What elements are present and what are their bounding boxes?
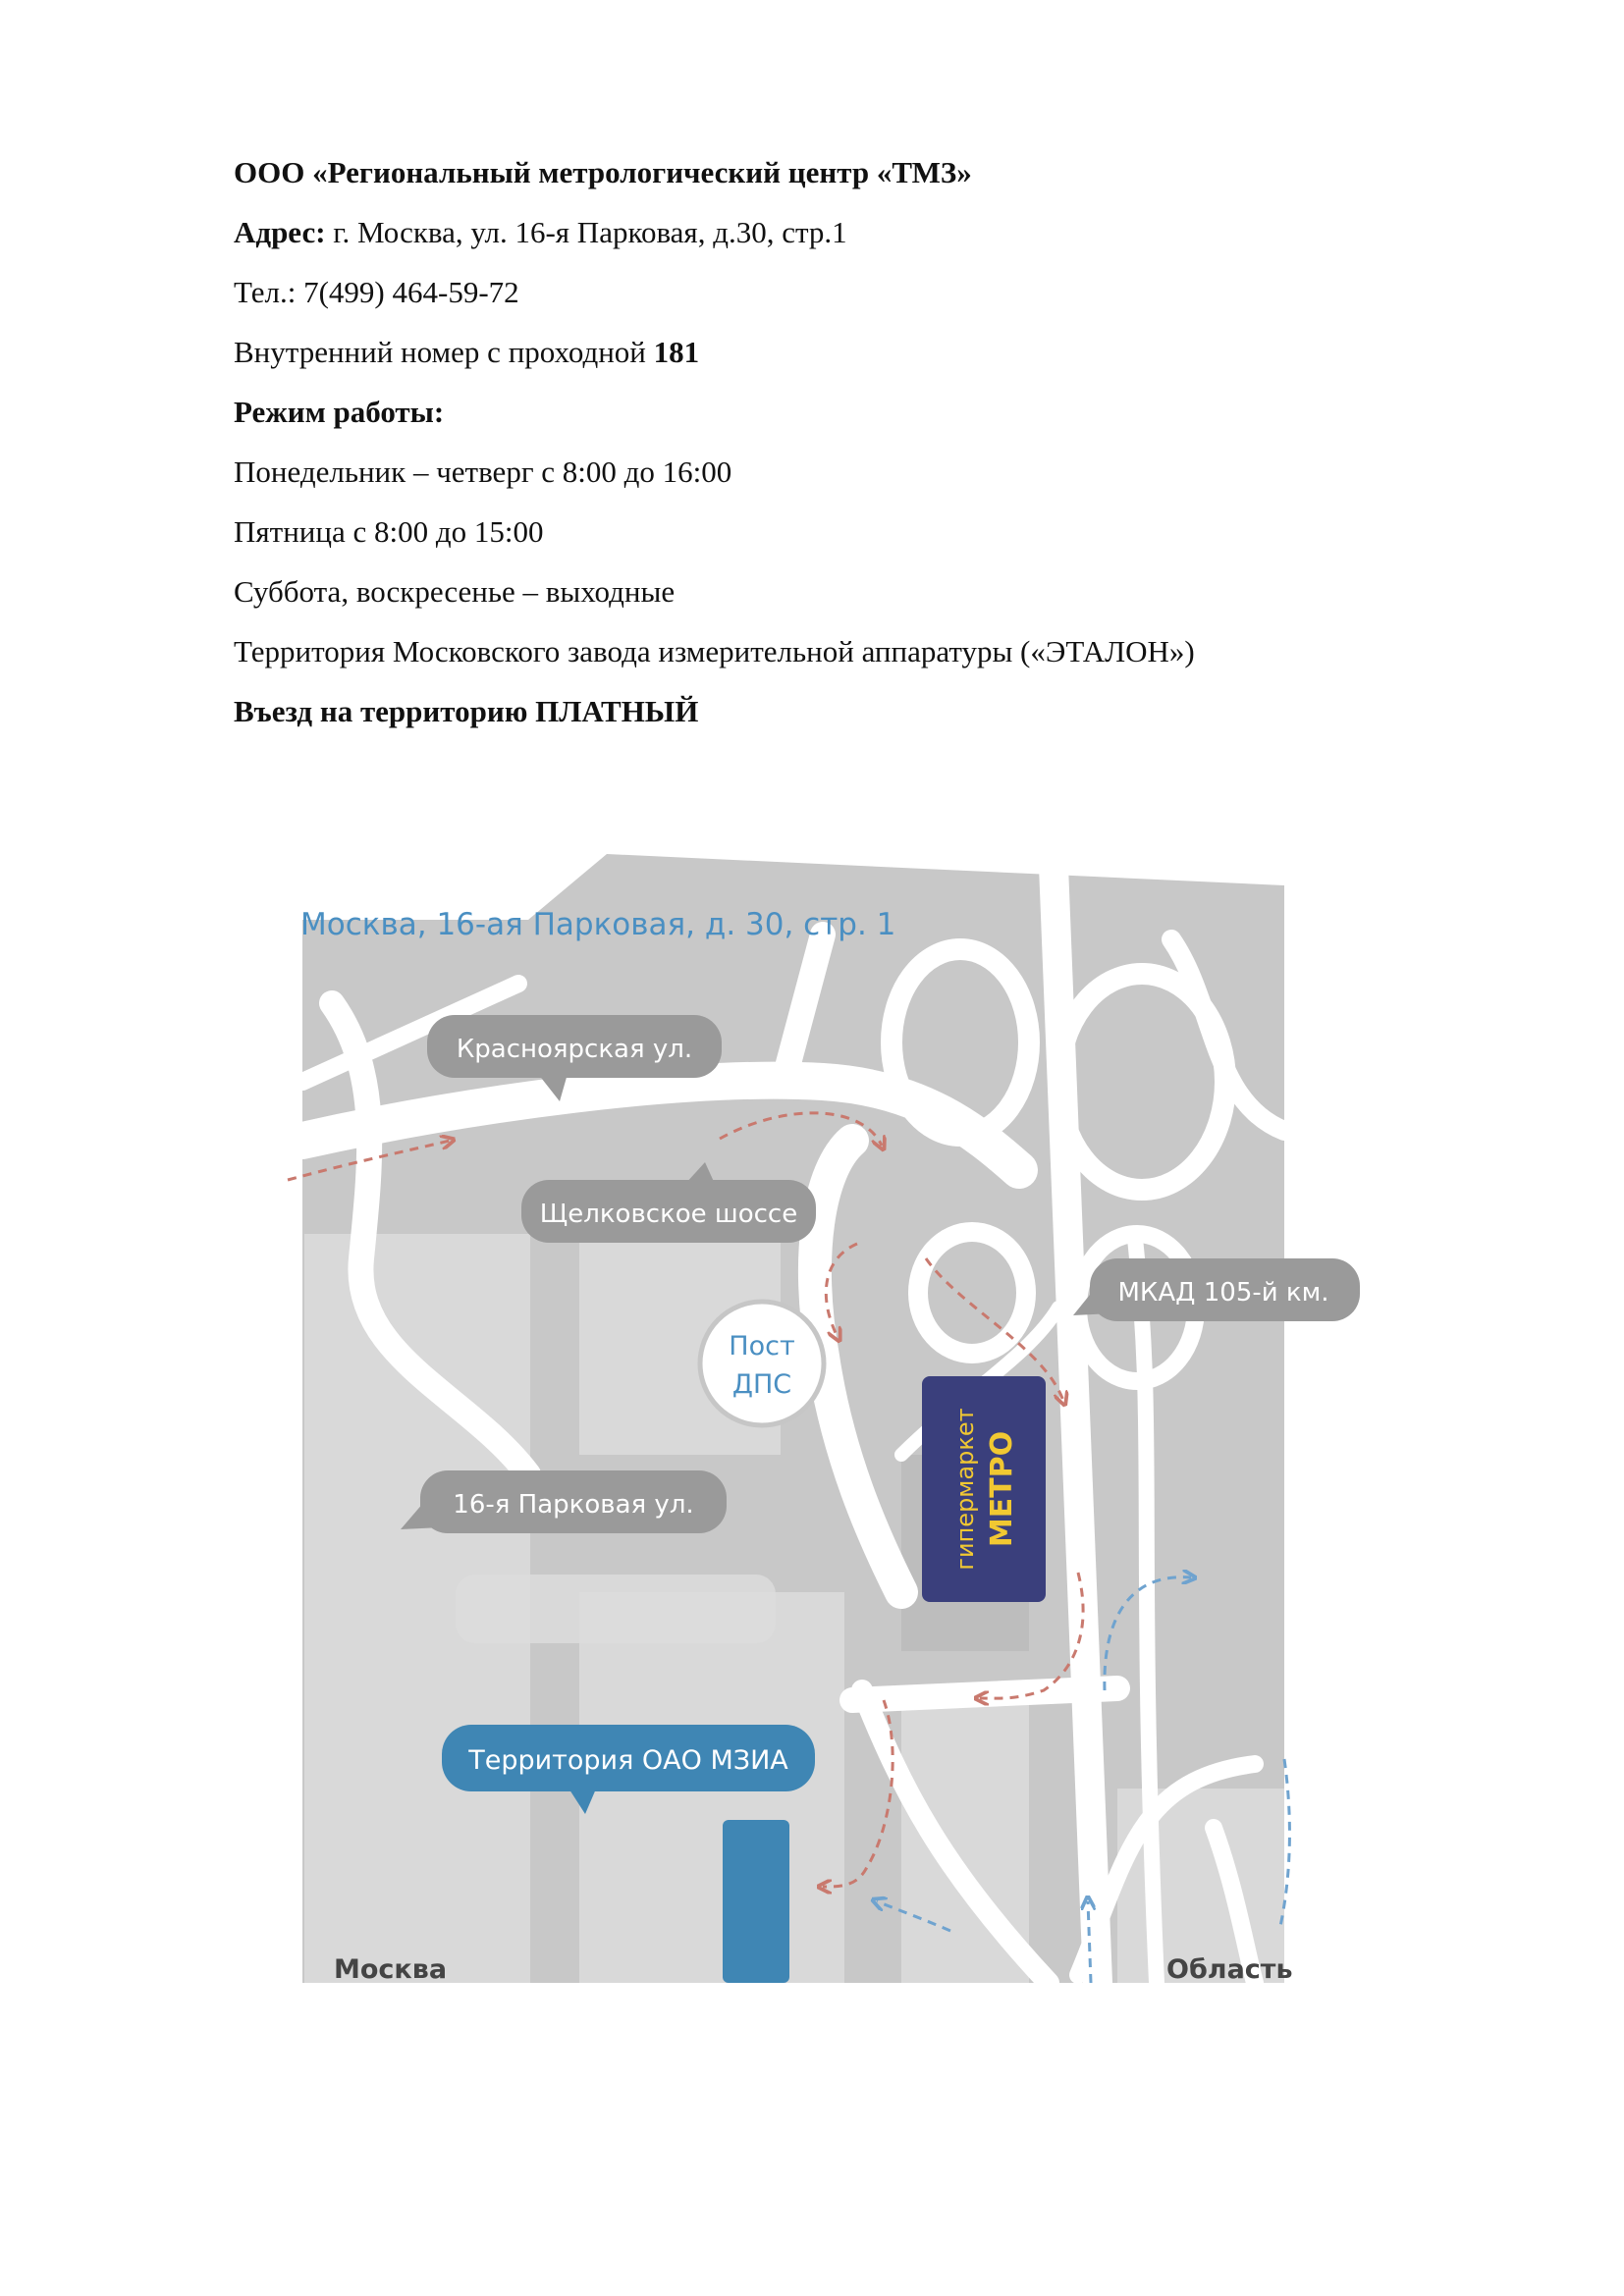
location-map: [273, 846, 1329, 1985]
internal-number-text: Внутренний номер с проходной: [234, 335, 654, 369]
label-shchelkovskoe: Щелковское шоссе: [539, 1200, 798, 1229]
blurred-area: [456, 1575, 776, 1643]
label-mkad: МКАД 105-й км.: [1117, 1278, 1329, 1308]
metro-hypermarket: [922, 1376, 1046, 1602]
phone-line: Тел.: 7(499) 464-59-72: [234, 275, 519, 309]
company-name: ООО «Региональный метрологический центр «ТМЗ»: [234, 155, 972, 189]
territory-line: Территория Московского завода измерительной аппаратуры («ЭТАЛОН»): [234, 634, 1195, 668]
hours-mon-thu: Понедельник – четверг с 8:00 до 16:00: [234, 454, 732, 489]
label-krasnoyarskaya: Красноярская ул.: [456, 1035, 693, 1064]
address-label: Адрес:: [234, 215, 326, 249]
label-metro-line1: гипермаркет: [951, 1408, 979, 1571]
post-dps-marker: [700, 1302, 824, 1425]
label-territory: Территория ОАО МЗИА: [468, 1745, 788, 1776]
hours-weekend: Суббота, воскресенье – выходные: [234, 574, 676, 609]
address-value: г. Москва, ул. 16-я Парковая, д.30, стр.1: [325, 215, 847, 249]
callout-parkovaya: [401, 1470, 727, 1533]
hours-heading: Режим работы:: [234, 395, 445, 429]
callout-mkad: [1073, 1258, 1360, 1321]
internal-number-value: 181: [653, 335, 700, 369]
label-post-line1: Пост: [729, 1331, 795, 1362]
target-building: [723, 1820, 789, 1983]
map-title: Москва, 16-ая Парковая, д. 30, стр. 1: [300, 907, 896, 942]
label-oblast: Область: [1166, 1954, 1293, 1985]
label-post-line2: ДПС: [731, 1369, 792, 1400]
contact-info: [234, 153, 1461, 752]
label-metro-line2: МЕТРО: [985, 1430, 1019, 1548]
hours-fri: Пятница с 8:00 до 15:00: [234, 514, 544, 549]
label-moskva: Москва: [334, 1954, 448, 1985]
label-parkovaya: 16-я Парковая ул.: [453, 1490, 694, 1520]
paid-entry-line: Въезд на территорию ПЛАТНЫЙ: [234, 694, 699, 728]
address-line: [234, 213, 1461, 273]
internal-number-line: [234, 333, 1461, 393]
